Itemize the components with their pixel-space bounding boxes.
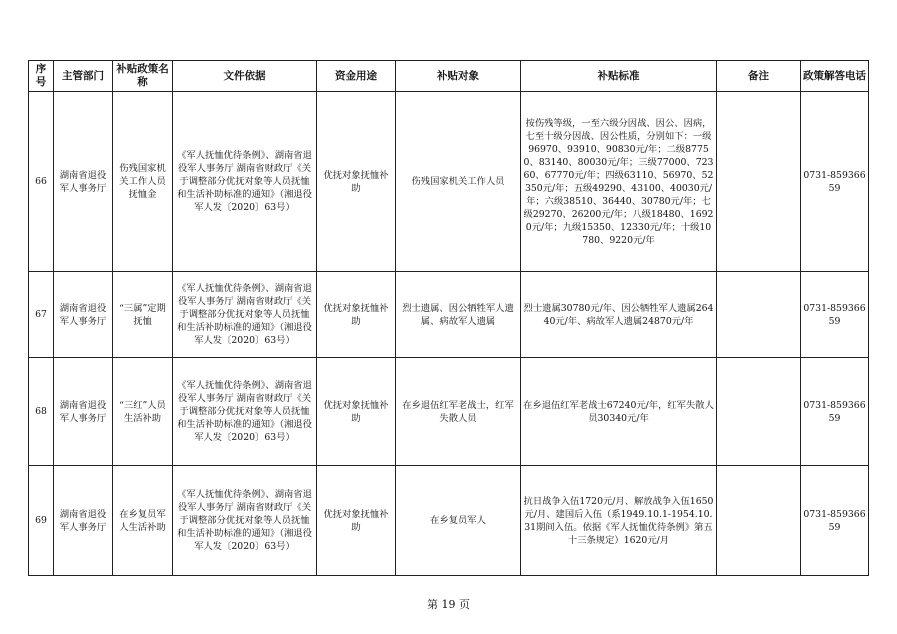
cell-basis: 《军人抚恤优待条例》、湖南省退役军人事务厅 湖南省财政厅《关于调整部分优抚对象等人员抚恤和生活补助标准的通知》（湘退役军人发〔2020〕63号） <box>173 92 317 272</box>
cell-dept: 湖南省退役军人事务厅 <box>54 358 113 466</box>
cell-phone: 0731-85936659 <box>801 92 869 272</box>
header-note: 备注 <box>717 61 801 92</box>
cell-standard: 抗日战争入伍1720元/月、解放战争入伍1650元/月、建国后入伍（系1949.10.1-1954.10.31期间入伍。依据《军人抚恤优待条例》第五十三条规定）1620元/月 <box>521 466 717 576</box>
cell-standard: 按伤残等级，一至六级分因战、因公、因病，七至十级分因战、因公性质，分别如下：一级96970、93910、90830元/年；二级87750、83140、80030元/年；三级77000、72360、67770元/年；四级63110、56970、52350元/年；五级49290、43100、40030元/年；六级38510、36440、30780元/年；七级29270、26200元/年；八级18480、16920元/年；九级15350、12330元/年；十级10780、9220元/年 <box>521 92 717 272</box>
header-target: 补贴对象 <box>396 61 521 92</box>
cell-target: 在乡退伍红军老战士，红军失散人员 <box>396 358 521 466</box>
cell-no: 68 <box>29 358 54 466</box>
cell-note <box>717 466 801 576</box>
header-name: 补贴政策名称 <box>113 61 173 92</box>
header-basis: 文件依据 <box>173 61 317 92</box>
cell-target: 伤残国家机关工作人员 <box>396 92 521 272</box>
cell-standard: 烈士遗属30780元/年、因公牺牲军人遗属26440元/年、病故军人遗属24870元/年 <box>521 272 717 358</box>
cell-dept: 湖南省退役军人事务厅 <box>54 92 113 272</box>
cell-target: 在乡复员军人 <box>396 466 521 576</box>
table-row <box>29 358 869 466</box>
cell-standard: 在乡退伍红军老战士67240元/年，红军失散人员30340元/年 <box>521 358 717 466</box>
cell-use: 优抚对象抚恤补助 <box>317 466 396 576</box>
header-phone: 政策解答电话 <box>801 61 869 92</box>
header-no: 序号 <box>29 61 54 92</box>
cell-phone: 0731-85936659 <box>801 358 869 466</box>
cell-phone: 0731-85936659 <box>801 272 869 358</box>
cell-use: 优抚对象抚恤补助 <box>317 272 396 358</box>
cell-basis: 《军人抚恤优待条例》、湖南省退役军人事务厅 湖南省财政厅《关于调整部分优抚对象等人员抚恤和生活补助标准的通知》（湘退役军人发〔2020〕63号） <box>173 466 317 576</box>
cell-use: 优抚对象抚恤补助 <box>317 92 396 272</box>
cell-no: 69 <box>29 466 54 576</box>
cell-note <box>717 92 801 272</box>
table-row <box>29 272 869 358</box>
header-row <box>29 61 869 92</box>
policy-table <box>28 60 869 576</box>
cell-no: 67 <box>29 272 54 358</box>
cell-dept: 湖南省退役军人事务厅 <box>54 466 113 576</box>
cell-target: 烈士遗属、因公牺牲军人遗属、病故军人遗属 <box>396 272 521 358</box>
cell-basis: 《军人抚恤优待条例》、湖南省退役军人事务厅 湖南省财政厅《关于调整部分优抚对象等人员抚恤和生活补助标准的通知》（湘退役军人发〔2020〕63号） <box>173 272 317 358</box>
cell-no: 66 <box>29 92 54 272</box>
cell-use: 优抚对象抚恤补助 <box>317 358 396 466</box>
header-use: 资金用途 <box>317 61 396 92</box>
cell-dept: 湖南省退役军人事务厅 <box>54 272 113 358</box>
cell-phone: 0731-85936659 <box>801 466 869 576</box>
cell-name: “三红”人员生活补助 <box>113 358 173 466</box>
cell-name: “三属”定期抚恤 <box>113 272 173 358</box>
cell-note <box>717 272 801 358</box>
header-standard: 补贴标准 <box>521 61 717 92</box>
table-row <box>29 466 869 576</box>
header-dept: 主管部门 <box>54 61 113 92</box>
cell-basis: 《军人抚恤优待条例》、湖南省退役军人事务厅 湖南省财政厅《关于调整部分优抚对象等人员抚恤和生活补助标准的通知》（湘退役军人发〔2020〕63号） <box>173 358 317 466</box>
table-row <box>29 92 869 272</box>
cell-name: 伤残国家机关工作人员抚恤金 <box>113 92 173 272</box>
cell-note <box>717 358 801 466</box>
cell-name: 在乡复员军人生活补助 <box>113 466 173 576</box>
page-number: 第 19 页 <box>427 598 470 611</box>
